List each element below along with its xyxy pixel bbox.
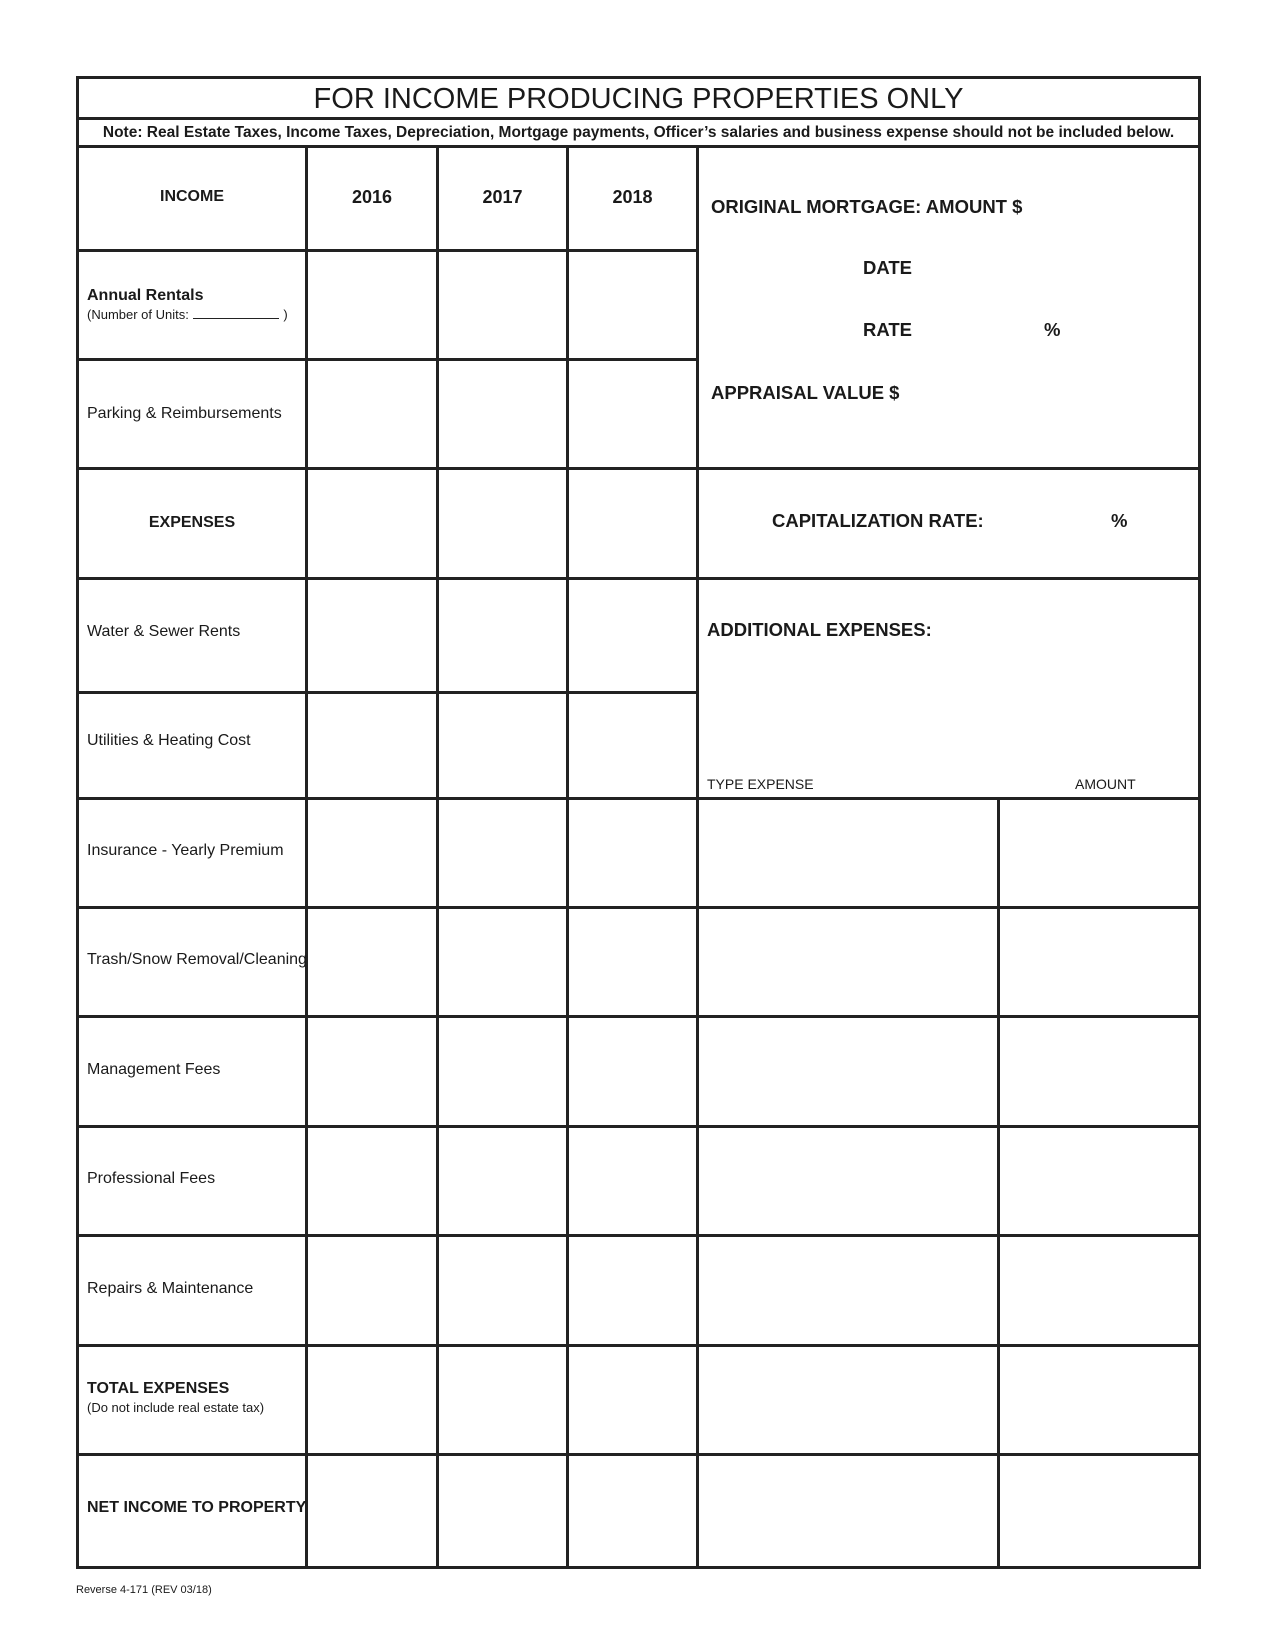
net-income-label: NET INCOME TO PROPERTY <box>87 1499 307 1516</box>
rate-percent: % <box>1044 319 1061 340</box>
form-revision-footer: Reverse 4-171 (REV 03/18) <box>76 1584 212 1596</box>
utilities-label: Utilities & Heating Cost <box>87 732 251 749</box>
column-divider <box>997 797 1000 1566</box>
professional-label: Professional Fees <box>87 1170 216 1187</box>
row-divider <box>79 1234 1198 1237</box>
trash-label: Trash/Snow Removal/Cleaning <box>87 951 307 968</box>
year-header-2017: 2017 <box>482 187 523 207</box>
form-note: Note: Real Estate Taxes, Income Taxes, Depreciation, Mortgage payments, Officer’s salaries and business expense should not be included below. <box>102 124 1175 141</box>
row-divider <box>79 577 1198 580</box>
divider <box>79 145 1198 148</box>
row-divider <box>79 797 1198 800</box>
income-header: INCOME <box>160 188 224 205</box>
income-property-form <box>76 76 1201 1569</box>
divider <box>79 117 1198 120</box>
repairs-label: Repairs & Maintenance <box>87 1280 254 1297</box>
capitalization-percent: % <box>1111 510 1128 531</box>
mortgage-rate-label: RATE <box>863 319 912 340</box>
units-field[interactable] <box>193 307 279 319</box>
form-title: FOR INCOME PRODUCING PROPERTIES ONLY <box>313 83 964 115</box>
appraisal-value-label: APPRAISAL VALUE $ <box>711 382 900 403</box>
total-expenses-title: TOTAL EXPENSES <box>87 1380 230 1397</box>
units-label: (Number of Units: <box>87 307 189 322</box>
year-header-2016: 2016 <box>351 187 393 207</box>
row-divider <box>79 1125 1198 1128</box>
total-expenses-note: (Do not include real estate tax) <box>87 1400 265 1415</box>
row-divider <box>79 467 1198 470</box>
amount-header: AMOUNT <box>1075 776 1136 792</box>
mortgage-date-label: DATE <box>863 257 912 278</box>
row-divider <box>79 1015 1198 1018</box>
row-divider <box>79 358 699 361</box>
row-divider <box>79 691 699 694</box>
capitalization-rate-label: CAPITALIZATION RATE: <box>772 510 984 531</box>
units-close: ) <box>283 307 288 322</box>
row-divider <box>79 906 1198 909</box>
additional-expenses-label: ADDITIONAL EXPENSES: <box>707 619 932 640</box>
original-mortgage-label: ORIGINAL MORTGAGE: AMOUNT $ <box>711 196 1023 217</box>
insurance-label: Insurance - Yearly Premium <box>87 842 284 859</box>
water-label: Water & Sewer Rents <box>87 623 241 640</box>
expenses-header: EXPENSES <box>148 514 236 531</box>
management-label: Management Fees <box>87 1061 221 1078</box>
total-expenses-label <box>87 1379 264 1417</box>
parking-label: Parking & Reimbursements <box>87 405 282 422</box>
type-expense-header: TYPE EXPENSE <box>707 776 814 792</box>
row-divider <box>79 1344 1198 1347</box>
annual-rentals-label <box>87 286 288 324</box>
annual-rentals-title: Annual Rentals <box>87 287 204 304</box>
row-divider <box>79 249 699 252</box>
row-divider <box>79 1453 1198 1456</box>
year-header-2018: 2018 <box>612 187 653 207</box>
